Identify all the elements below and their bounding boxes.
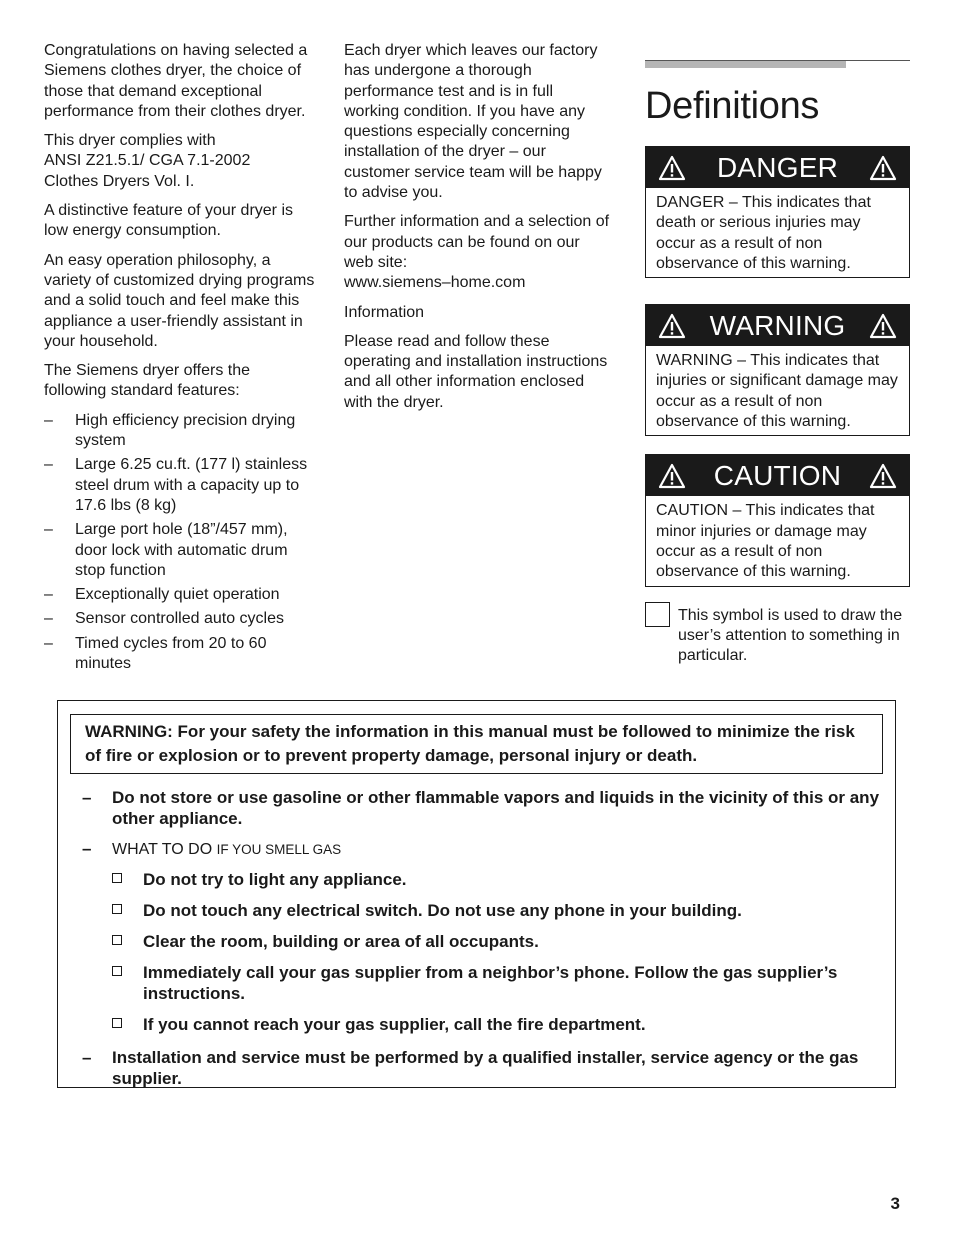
warning-triangle-icon — [869, 155, 897, 181]
safety-warning-box — [57, 700, 896, 1088]
compliance-line: Clothes Dryers Vol. I. — [44, 172, 195, 190]
caution-keyword: CAUTION — [656, 502, 728, 520]
attention-symbol-icon — [645, 602, 670, 627]
caution-label: CAUTION — [713, 459, 842, 491]
definitions-column — [645, 60, 910, 666]
operation-paragraph: An easy operation philosophy, a variety of customized drying programs and a solid touch and feel make this appliance a user-friendly assistant in your household. — [44, 251, 315, 350]
features-list — [44, 411, 316, 675]
section-rule-accent — [645, 61, 846, 68]
dash-bullet: – — [82, 839, 92, 858]
compliance-standard: ANSI Z21.5.1/ CGA 7.1-2002 — [44, 152, 251, 170]
warning-description — [646, 346, 909, 435]
danger-header — [646, 147, 909, 188]
smell-gas-heading-small: IF YOU SMELL GAS — [216, 842, 342, 857]
caution-signal-box — [645, 454, 910, 586]
safety-instructions — [82, 787, 882, 1098]
information-heading: Information — [344, 303, 425, 321]
warning-triangle-icon — [658, 463, 686, 489]
factory-test-paragraph: Each dryer which leaves our factory has undergone a thorough performance test and is in full working condition. If you have any questions especially concerning installation of the dryer – our customer service team will be happy to advise you. — [344, 42, 602, 202]
section-rule — [645, 60, 910, 69]
gas-instruction-text: Do not try to light any appliance. — [143, 870, 407, 889]
square-bullet-icon — [112, 966, 122, 976]
dash-bullet: – — [44, 456, 53, 474]
safety-item-text: Installation and service must be performed by a qualified installer, service agency or the gas supplier. — [112, 1048, 859, 1088]
warning-triangle-icon — [869, 313, 897, 339]
dash-bullet: – — [82, 788, 92, 807]
feature-text: Large 6.25 cu.ft. (177 l) stainless steel drum with a capacity up to 17.6 lbs (8 kg) — [75, 456, 308, 514]
danger-label: DANGER — [717, 151, 838, 183]
warning-signal-box — [645, 304, 910, 436]
service-column — [344, 41, 612, 422]
dash-bullet: – — [44, 586, 53, 604]
warning-triangle-icon — [869, 463, 897, 489]
information-paragraph: Please read and follow these operating and installation instructions and all other information enclosed with the dryer. — [344, 332, 608, 411]
list-item — [112, 962, 882, 1004]
caution-text: – This indicates that minor injuries or damage may occur as a result of non observance of this warning. — [656, 502, 875, 581]
dash-bullet: – — [44, 634, 53, 652]
danger-signal-box — [645, 146, 910, 278]
list-item — [112, 900, 882, 921]
square-bullet-icon — [112, 904, 122, 914]
list-item — [44, 411, 316, 452]
caution-header — [646, 455, 909, 496]
list-item — [44, 455, 316, 516]
page-number: 3 — [890, 1194, 900, 1213]
square-bullet-icon — [112, 873, 122, 883]
feature-text: Sensor controlled auto cycles — [75, 610, 284, 628]
dash-bullet: – — [44, 411, 53, 429]
danger-description — [646, 188, 909, 277]
warning-label: WARNING — [709, 309, 846, 341]
dash-bullet: – — [82, 1048, 92, 1067]
caution-description — [646, 496, 909, 585]
list-item — [112, 1014, 882, 1035]
gas-instructions-list — [112, 869, 882, 1035]
web-info-paragraph — [344, 212, 612, 293]
warning-header — [646, 305, 909, 346]
danger-text: – This indicates that death or serious injuries may occur as a result of non observance of this warning. — [656, 194, 871, 272]
square-bullet-icon — [112, 1018, 122, 1028]
dash-bullet: – — [44, 610, 53, 628]
list-item — [44, 585, 316, 605]
feature-text: Exceptionally quiet operation — [75, 586, 280, 604]
compliance-line: This dryer complies with — [44, 132, 216, 150]
intro-paragraph: Congratulations on having selected a Siemens clothes dryer, the choice of those that demand exceptional performance from their clothes dryer. — [44, 42, 308, 120]
warning-keyword: WARNING — [656, 352, 733, 370]
list-item — [44, 520, 316, 581]
web-info-text: Further information and a selection of our products can be found on our web site: — [344, 213, 610, 271]
features-intro: The Siemens dryer offers the following standard features: — [44, 362, 251, 400]
list-item — [44, 634, 316, 675]
list-item — [82, 787, 882, 829]
safety-warning-heading: WARNING: For your safety the information in this manual must be followed to minimize the risk of fire or explosion or to prevent property damage, personal injury or death. — [70, 714, 883, 774]
gas-instruction-text: Immediately call your gas supplier from a neighbor’s phone. Follow the gas supplier’s instructions. — [143, 963, 838, 1003]
feature-text: High efficiency precision drying system — [75, 411, 296, 450]
gas-instruction-text: Do not touch any electrical switch. Do not use any phone in your building. — [143, 901, 742, 920]
gas-instruction-text: If you cannot reach your gas supplier, call the fire department. — [143, 1015, 646, 1034]
feature-text: Large port hole (18”/457 mm), door lock with automatic drum stop function — [75, 521, 288, 579]
energy-paragraph: A distinctive feature of your dryer is low energy consumption. — [44, 202, 293, 240]
warning-triangle-icon — [658, 155, 686, 181]
compliance-paragraph — [44, 131, 316, 192]
list-item — [82, 838, 882, 1035]
list-item — [112, 931, 882, 952]
feature-text: Timed cycles from 20 to 60 minutes — [75, 634, 267, 673]
danger-keyword: DANGER — [656, 194, 725, 211]
dash-bullet: – — [44, 521, 53, 539]
symbol-note — [645, 606, 910, 667]
symbol-note-text: This symbol is used to draw the user’s attention to something in particular. — [678, 606, 903, 665]
intro-column — [44, 41, 316, 678]
warning-triangle-icon — [658, 313, 686, 339]
page-title: Definitions — [645, 85, 820, 127]
website-link[interactable]: www.siemens–home.com — [344, 274, 526, 292]
safety-item-text: Do not store or use gasoline or other flammable vapors and liquids in the vicinity of this or any other appliance. — [112, 788, 880, 828]
smell-gas-heading — [112, 841, 341, 858]
list-item — [44, 609, 316, 629]
square-bullet-icon — [112, 935, 122, 945]
warning-text: – This indicates that injuries or significant damage may occur as a result of non observance of this warning. — [656, 352, 898, 431]
list-item — [112, 869, 882, 890]
smell-gas-heading-main: WHAT TO DO — [112, 841, 217, 858]
list-item — [82, 1047, 882, 1089]
gas-instruction-text: Clear the room, building or area of all occupants. — [143, 932, 539, 951]
